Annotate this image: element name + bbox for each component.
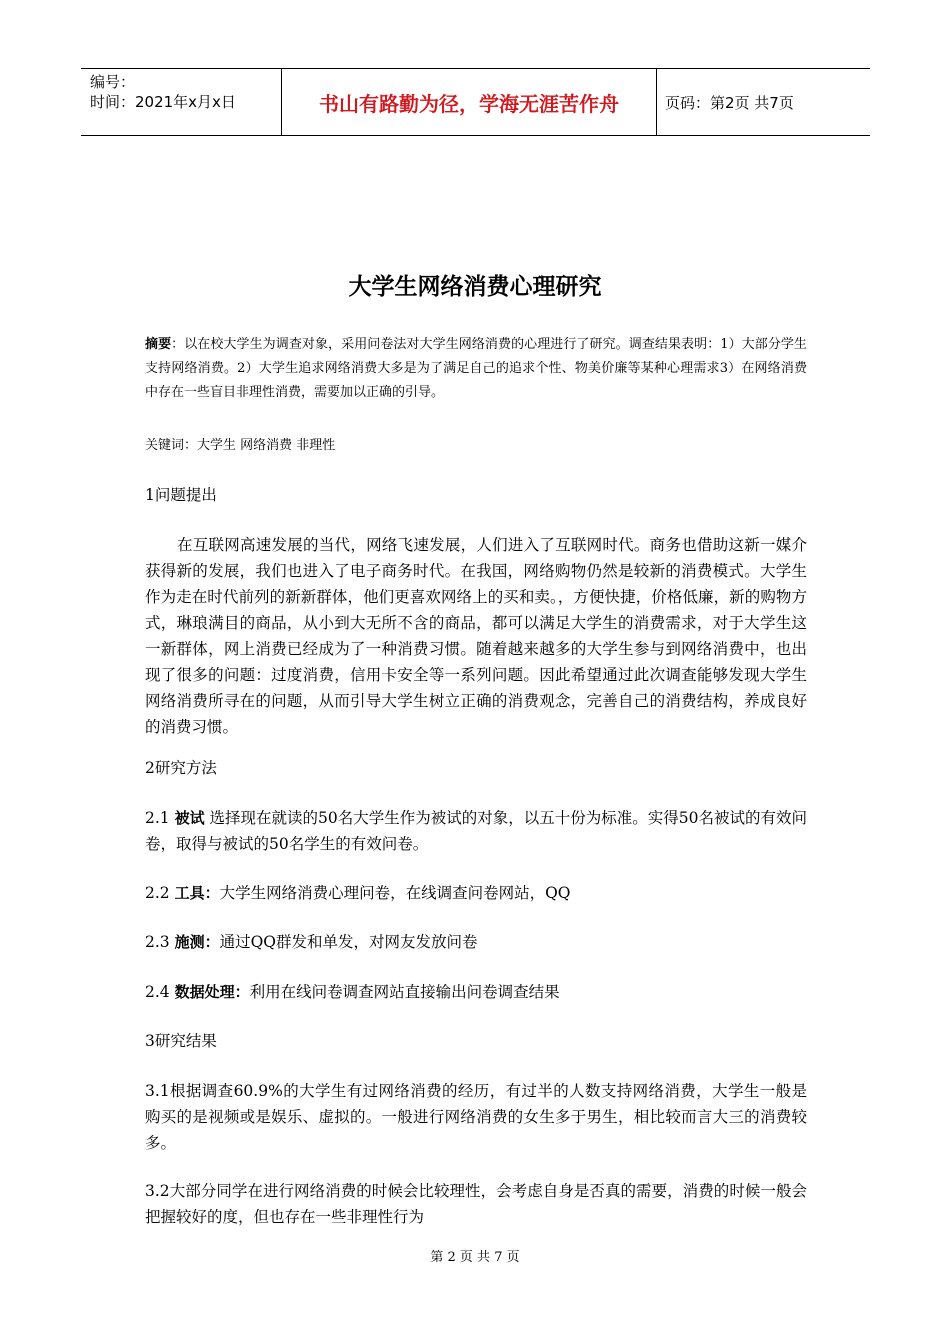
header-left-cell xyxy=(81,69,282,135)
section-1-body: 在互联网高速发展的当代，网络飞速发展，人们进入了互联网时代。商务也借助这新一媒介获得新的发展，我们也进入了电子商务时代。在我国，网络购物仍然是较新的消费模式。大学生作为走在时代前列的新新群体，他们更喜欢网络上的买和卖。，方便快捷，价格低廉，新的购物方式，琳琅满目的商品，从小到大无所不含的商品，都可以满足大学生的消费需求，对于大学生这一新群体，网上消费已经成为了一种消费习惯。随着越来越多的大学生参与到网络消费中，也出现了很多的问题：过度消费，信用卡安全等一系列问题。因此希望通过此次调查能够发现大学生网络消费所寻在的问题，从而引导大学生树立正确的消费观念，完善自己的消费结构，养成良好的消费习惯。 xyxy=(145,536,807,736)
section-2-3-label: 施测： xyxy=(174,933,220,951)
abstract xyxy=(145,333,807,405)
section-3-2: 3.2大部分同学在进行网络消费的时候会比较理性，会考虑自身是否真的需要，消费的时候一般会把握较好的度，但也存在一些非理性行为 xyxy=(145,1182,807,1226)
page-info: 页码：第2页 共7页 xyxy=(665,93,794,112)
section-2-4 xyxy=(145,979,807,1005)
section-2-4-text: 利用在线问卷调查网站直接输出问卷调查结果 xyxy=(249,983,560,1001)
section-2-2-label: 工具： xyxy=(174,884,220,902)
section-3-heading: 3研究结果 xyxy=(145,1032,217,1050)
section-2-4-label: 数据处理： xyxy=(174,983,250,1001)
section-2-2-num: 2.2 xyxy=(145,884,175,902)
section-2-2-text: 大学生网络消费心理问卷，在线调查问卷网站，QQ xyxy=(219,884,571,902)
number-label: 编号： xyxy=(90,73,136,91)
section-1-heading: 1问题提出 xyxy=(145,486,217,504)
document-title: 大学生网络消费心理研究 xyxy=(348,274,602,300)
section-2-3-num: 2.3 xyxy=(145,933,175,951)
section-2-heading: 2研究方法 xyxy=(145,759,217,777)
section-2-4-num: 2.4 xyxy=(145,983,175,1001)
section-2-1 xyxy=(145,805,807,857)
page-footer: 第 2 页 共 7 页 xyxy=(430,1250,520,1265)
abstract-label: 摘要 xyxy=(145,337,172,352)
section-2-1-label: 被试 xyxy=(174,809,205,827)
section-2-3-text: 通过QQ群发和单发，对网友发放问卷 xyxy=(219,933,478,951)
keywords: 关键词：大学生 网络消费 非理性 xyxy=(145,438,336,453)
motto: 书山有路勤为径，学海无涯苦作舟 xyxy=(282,69,657,135)
header-table xyxy=(81,68,870,136)
section-2-3 xyxy=(145,929,807,955)
abstract-text: ：以在校大学生为调查对象，采用问卷法对大学生网络消费的心理进行了研究。调查结果表明：1）大部分学生支持网络消费。2）大学生追求网络消费大多是为了满足自己的追求个性、物美价廉等某种心理需求3）在网络消费中存在一些盲目非理性消费，需要加以正确的引导。 xyxy=(145,337,807,400)
section-3-1: 3.1根据调查60.9%的大学生有过网络消费的经历，有过半的人数支持网络消费，大学生一般是购买的是视频或是娱乐、虚拟的。一般进行网络消费的女生多于男生，相比较而言大三的消费较多。 xyxy=(145,1082,807,1152)
section-2-1-text: 选择现在就读的50名大学生作为被试的对象，以五十份为标准。实得50名被试的有效问卷，取得与被试的50名学生的有效问卷。 xyxy=(145,809,807,853)
section-2-2 xyxy=(145,880,807,906)
time-label: 时间：2021年x月x日 xyxy=(90,93,236,111)
section-2-1-num: 2.1 xyxy=(145,809,175,827)
